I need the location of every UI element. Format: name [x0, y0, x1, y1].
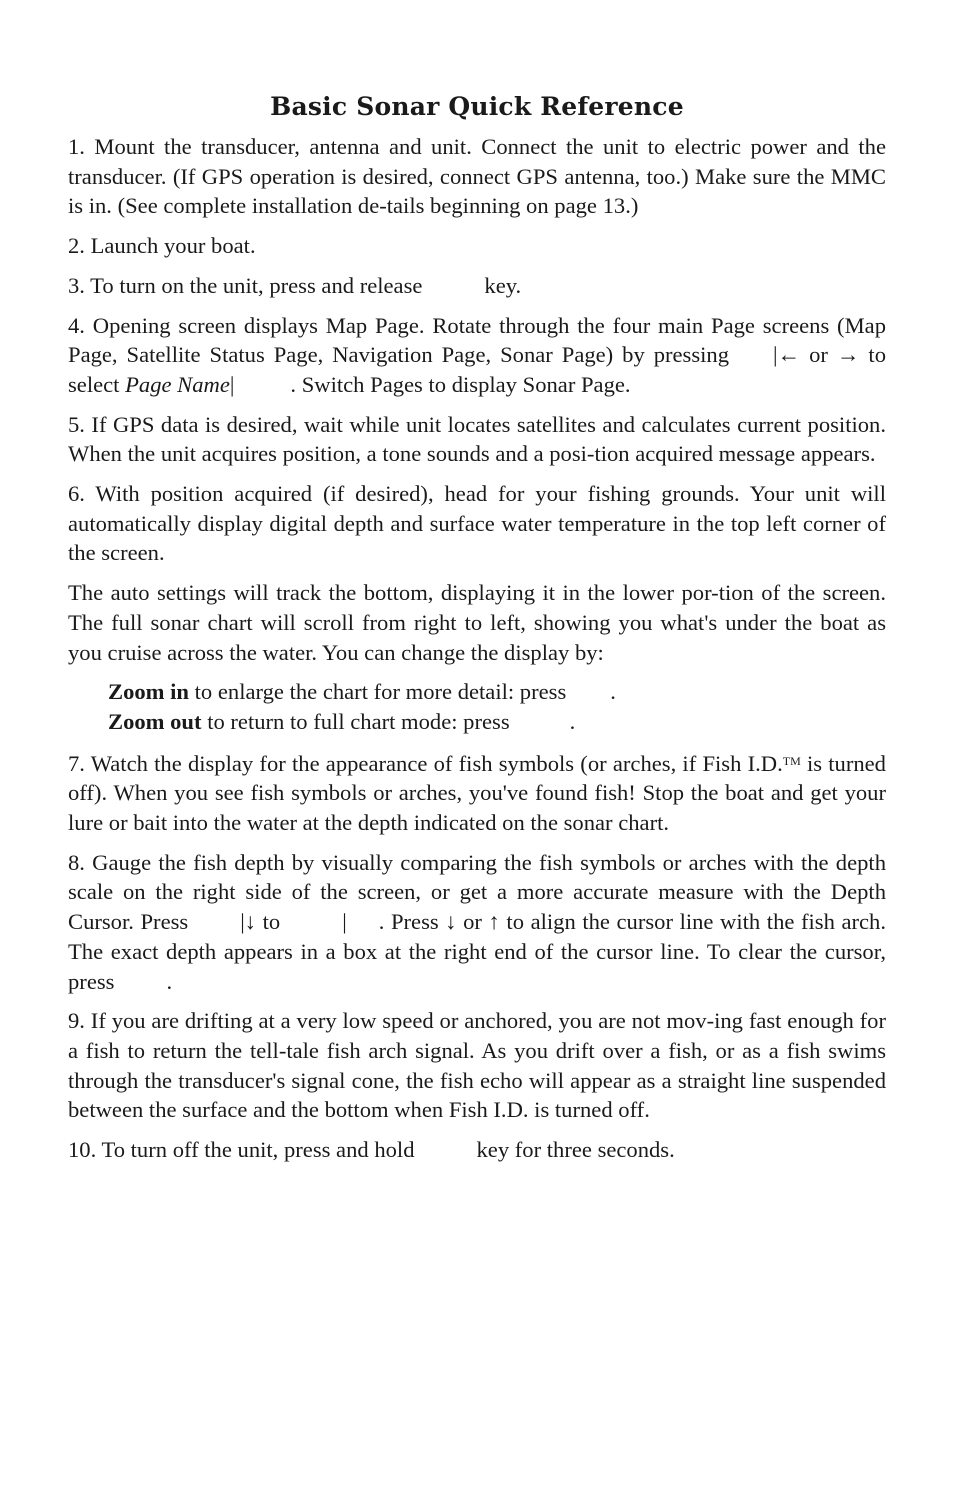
- step-8-down: |↓ to: [240, 909, 281, 935]
- step-3: [68, 271, 886, 301]
- zoom-out-label: Zoom out: [108, 708, 202, 734]
- step-9: 9. If you are drifting at a very low speed or anchored, you are not mov-ing fast enough for a fish to return the tell-tale fish arch signal. As you drift over a fish, or as a fish swims through the transducer's signal cone, the fish echo will appear as a straight line suspended between the surface and the bottom when Fish I.D. is turned off.: [68, 1008, 886, 1123]
- step-8-separator: |: [342, 909, 347, 935]
- step-7-text-2: is turned off). When you see fish symbols or arches, you've found fish! Stop the boat and get your lure or bait into the water at the depth indicated on the sonar chart.: [68, 750, 886, 836]
- step-10-end: key for three seconds.: [476, 1137, 675, 1163]
- step-1: 1. Mount the transducer, antenna and unit. Connect the unit to electric power and the transducer. (If GPS operation is desired, connect GPS antenna, too.) Make sure the MMC is in. (See complete installation de-tails beginning on page 13.): [68, 134, 886, 219]
- step-4-text: 4. Opening screen displays Map Page. Rotate through the four main Page screens (Map Page, Satellite Status Page, Navigation Page, Sonar Page) by pressing: [68, 312, 886, 368]
- document-page: [68, 88, 886, 1175]
- step-3-text: 3. To turn on the unit, press and release: [68, 272, 423, 298]
- zoom-out-line: [108, 707, 886, 737]
- zoom-instructions: [68, 677, 886, 736]
- zoom-out-text: to return to full chart mode: press: [207, 708, 510, 734]
- step-8: [68, 848, 886, 997]
- step-10-text: 10. To turn off the unit, press and hold: [68, 1137, 415, 1163]
- step-7: [68, 747, 886, 838]
- auto-settings-paragraph: The auto settings will track the bottom, displaying it in the lower por-tion of the screen. The full sonar chart will scroll from right to left, showing you what's under the boat as you cruise across the water. You can change the display by:: [68, 580, 886, 665]
- zoom-in-line: [108, 677, 886, 707]
- step-2: 2. Launch your boat.: [68, 233, 256, 259]
- step-7-text: 7. Watch the display for the appearance of fish symbols (or arches, if Fish I.D.: [68, 750, 783, 776]
- step-8-text-2: . Press ↓ or ↑ to align the cursor line with the fish arch. The exact depth appears in a box at the right end of the cursor line. To clear the cursor, press: [68, 909, 886, 994]
- step-3-end: key.: [484, 272, 522, 298]
- zoom-in-label: Zoom in: [108, 679, 189, 705]
- zoom-in-text: to enlarge the chart for more detail: press: [194, 679, 567, 705]
- step-4-end: . Switch Pages to display Sonar Page.: [290, 371, 631, 397]
- step-8-end: .: [166, 968, 173, 994]
- zoom-out-end: .: [569, 708, 576, 734]
- step-4-nav: |← or → to select: [68, 342, 886, 397]
- page-title: Basic Sonar Quick Reference: [270, 92, 684, 121]
- step-6: 6. With position acquired (if desired), head for your fishing grounds. Your unit will automatically display digital depth and surface water temperature in the top left corner of the screen.: [68, 481, 886, 566]
- step-4-page-name: Page Name: [125, 371, 230, 397]
- step-4: [68, 311, 886, 400]
- step-5: 5. If GPS data is desired, wait while unit locates satellites and calculates current position. When the unit acquires position, a tone sounds and a posi-tion acquired message appears.: [68, 411, 886, 467]
- trademark-symbol: TM: [782, 753, 801, 768]
- step-10: [68, 1135, 886, 1165]
- step-4-separator: |: [229, 371, 235, 397]
- zoom-in-end: .: [610, 679, 616, 705]
- step-8-text: 8. Gauge the fish depth by visually comparing the fish symbols or arches with the depth scale on the right side of the screen, or get a more accurate measure with the Depth Cursor. Press: [68, 849, 886, 935]
